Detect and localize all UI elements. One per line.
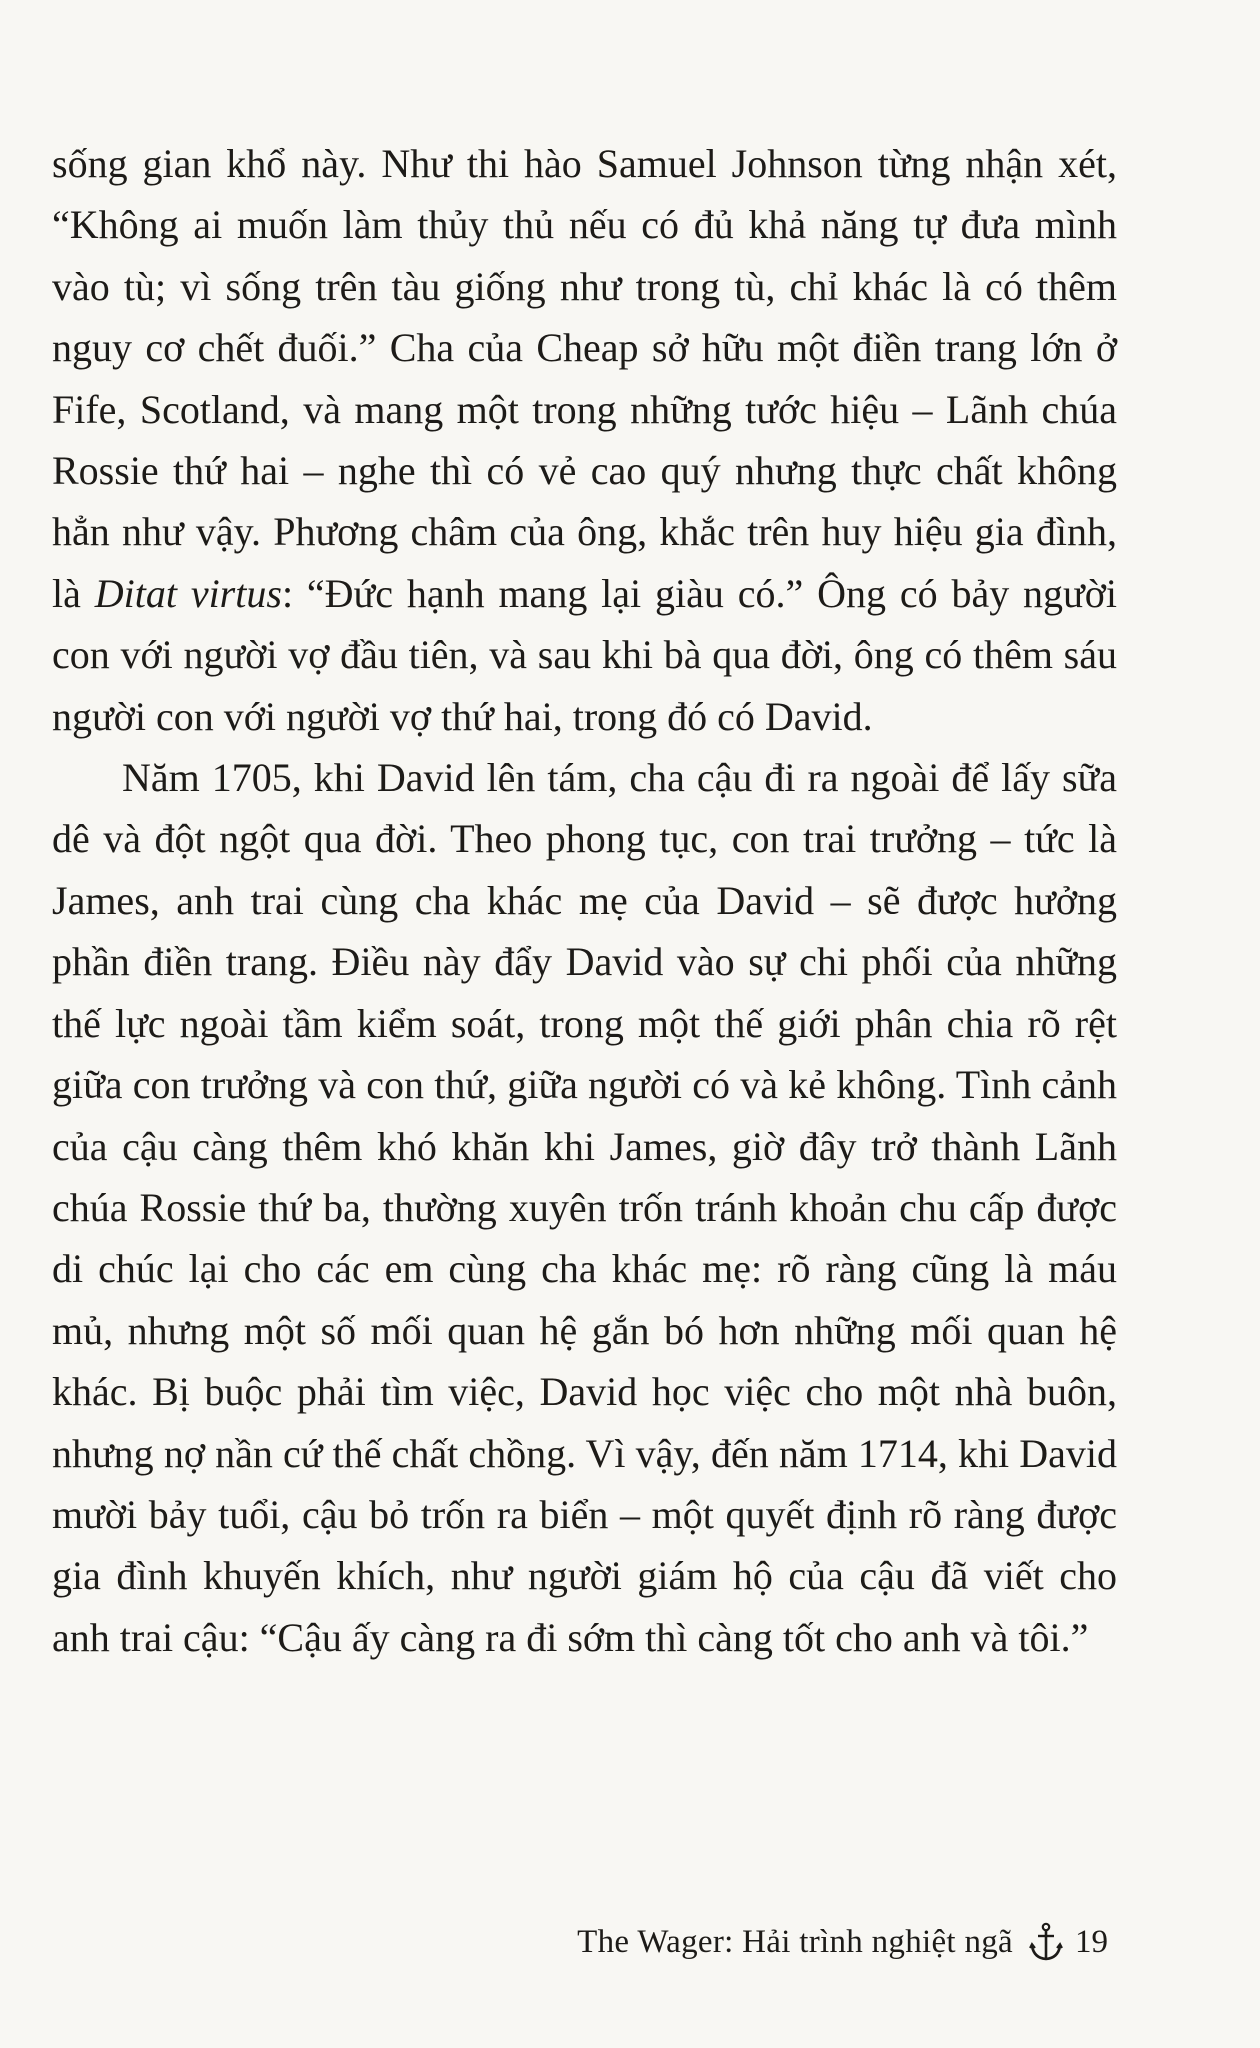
motto-italic: Ditat virtus [94, 570, 282, 616]
page-number: 19 [1075, 1924, 1108, 1960]
paragraph-2: Năm 1705, khi David lên tám, cha cậu đi ra ngoài để lấy sữa dê và đột ngột qua đời. Theo phong tục, con trai trưởng – tức là James, anh trai cùng cha khác mẹ của David – sẽ được hưởng phần điền trang. Điều này đẩy David vào sự chi phối của những thế lực ngoài tầm kiểm soát, trong một thế giới phân chia rõ rệt giữa con trưởng và con thứ, giữa người có và kẻ không. Tình cảnh của cậu càng thêm khó khăn khi James, giờ đây trở thành Lãnh chúa Rossie thứ ba, thường xuyên trốn tránh khoản chu cấp được di chúc lại cho các em cùng cha khác mẹ: rõ ràng cũng là máu mủ, nhưng một số mối quan hệ gắn bó hơn những mối quan hệ khác. Bị buộc phải tìm việc, David học việc cho một nhà buôn, nhưng nợ nần cứ thế chất chồng. Vì vậy, đến năm 1714, khi David mười bảy tuổi, cậu bỏ trốn ra biển – một quyết định rõ ràng được gia đình khuyến khích, như người giám hộ của cậu đã viết cho anh trai cậu: “Cậu ấy càng ra đi sớm thì càng tốt cho anh và tôi.” [52, 755, 1117, 1660]
paragraph-1-text-start: sống gian khổ này. Như thi hào Samuel Johnson từng nhận xét, “Không ai muốn làm thủy thủ nếu có đủ khả năng tự đưa mình vào tù; vì sống trên tàu giống như trong tù, chỉ khác là có thêm nguy cơ chết đuối.” Cha của Cheap sở hữu một điền trang lớn ở Fife, Scotland, và mang một trong những tước hiệu – Lãnh chúa Rossie thứ hai – nghe thì có vẻ cao quý nhưng thực chất không hẳn như vậy. Phương châm của ông, khắc trên huy hiệu gia đình, là [52, 141, 1117, 616]
page-footer [577, 1920, 1108, 1964]
body-text [52, 133, 1117, 1668]
anchor-icon [1029, 1922, 1063, 1962]
paragraph-1 [52, 133, 1117, 747]
running-title: The Wager: Hải trình nghiệt ngã [577, 1924, 1013, 1960]
paragraph-1-text-end: : “Đức hạnh mang lại giàu có.” Ông có bảy người con với người vợ đầu tiên, và sau khi bà qua đời, ông có thêm sáu người con với người vợ thứ hai, trong đó có David. [52, 570, 1117, 739]
